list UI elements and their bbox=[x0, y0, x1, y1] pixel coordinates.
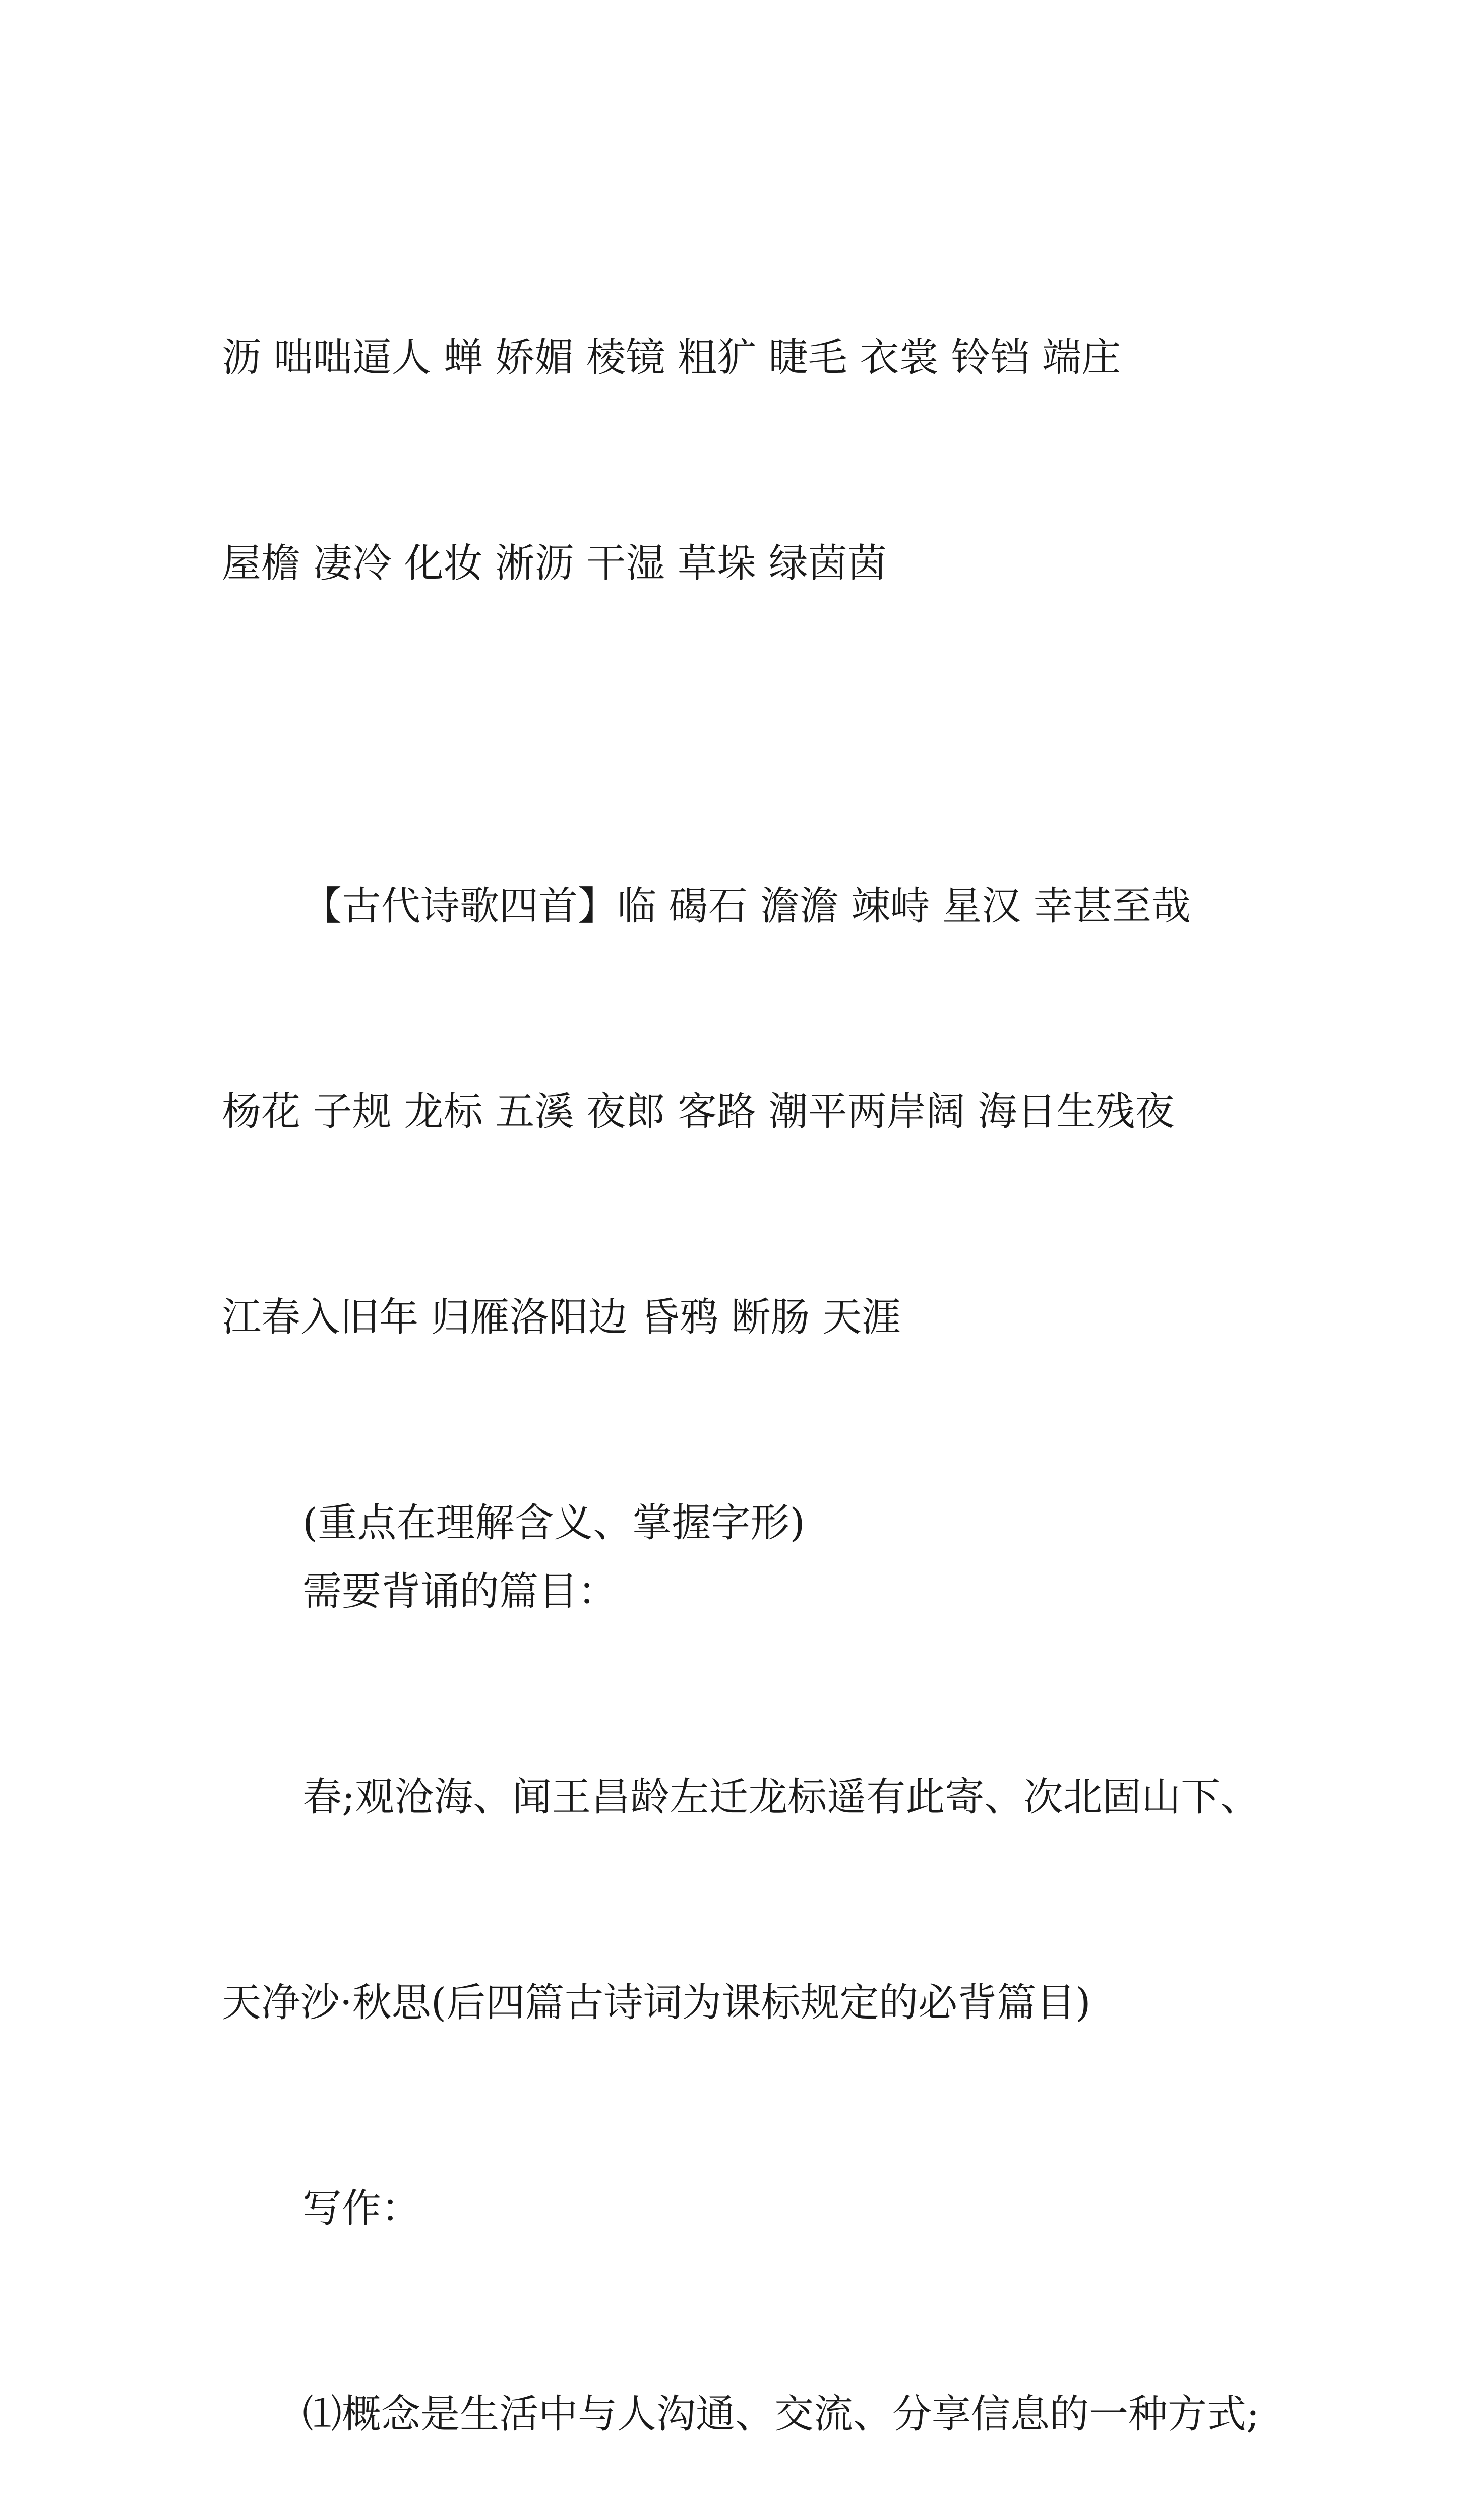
recitation-heading: 需要背诵的篇目： bbox=[302, 1569, 618, 1614]
vocab-paragraph-continued bbox=[222, 186, 1240, 735]
text-line: 杨花 子规 龙标 五溪 夜郎 客路 潮平两岸阔 海日生残夜 bbox=[222, 1089, 1175, 1135]
writing-concept-paragraph bbox=[222, 2243, 1260, 2520]
text-line: 屋檐 凄冷 化妆 淅沥 干湿 草垛 绿茵茵 bbox=[222, 541, 887, 586]
document-body bbox=[222, 186, 1260, 2520]
writing-heading: 写作： bbox=[302, 2186, 421, 2231]
text-line: 天净沙·秋思(后四篇古诗词为课标规定的必背篇目) bbox=[222, 1980, 1091, 2026]
recitation-list-paragraph bbox=[222, 1626, 1260, 2174]
text-line: 春;观沧海、闻王昌龄左迁龙标遥有此寄、次北固山下、 bbox=[302, 1775, 1260, 1820]
text-line: ⑴概念是生活中与人沟通、交流、分享信息的一种方式; bbox=[302, 2391, 1260, 2437]
text-line: 【古代诗歌四首】临 碣石 澹澹 竦峙 星汉 幸甚至哉 bbox=[302, 884, 1191, 929]
ancient-poems-vocab-paragraph bbox=[222, 735, 1240, 1489]
text-line: 沥 咄咄逼人 蝉 娇媚 棱镜 粗犷 睫毛 衣裳 铃铛 端庄 bbox=[222, 335, 1121, 381]
text-line: 江春入旧年 归雁洛阳边 昏鸦 断肠 天涯 bbox=[222, 1295, 901, 1340]
note-paragraph: (重点在理解含义、掌握字形) bbox=[302, 1500, 805, 1546]
